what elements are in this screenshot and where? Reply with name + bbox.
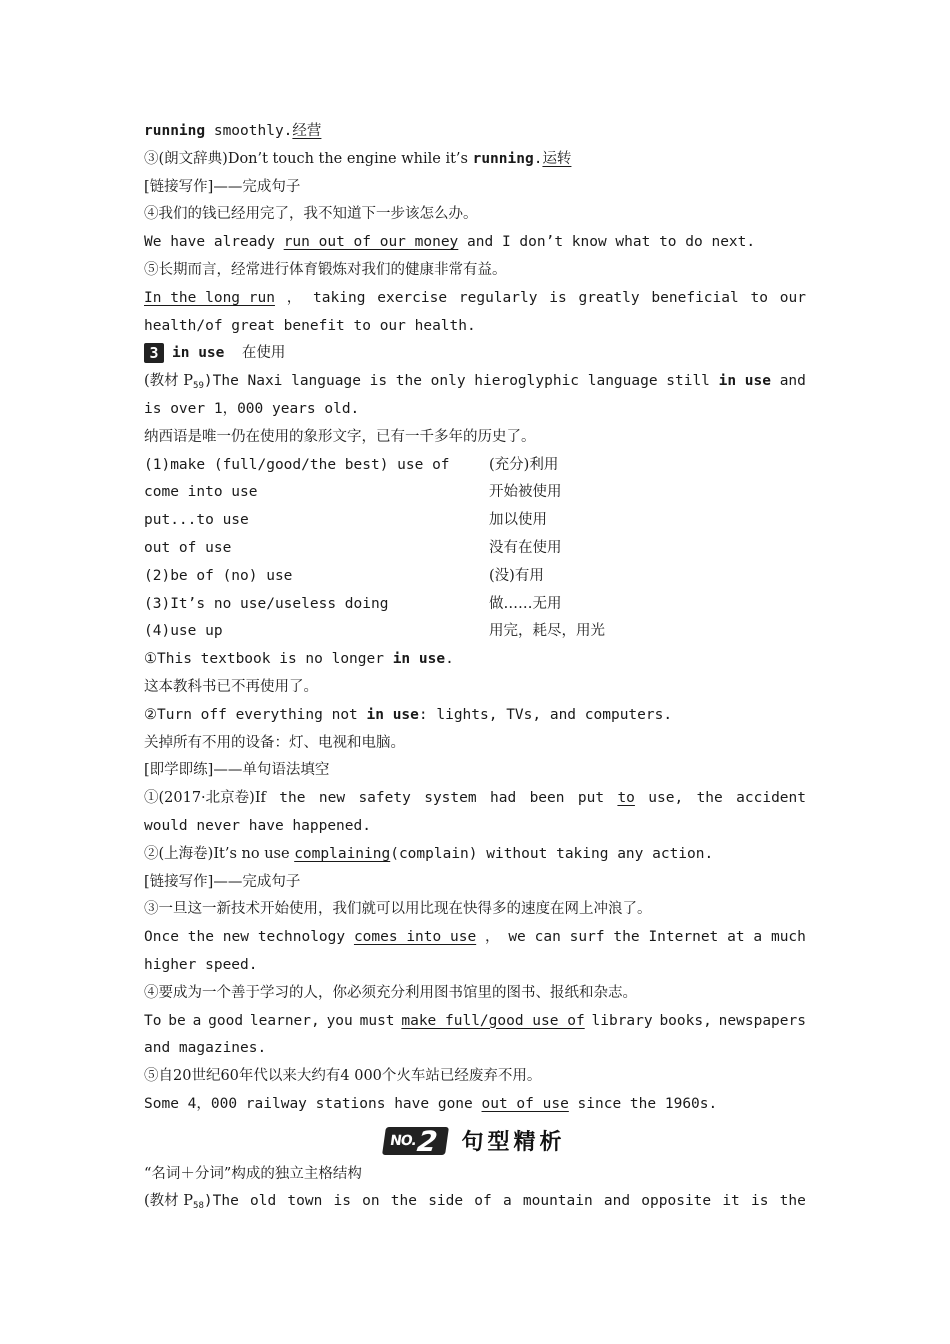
phrase-en: put...to use [144,512,249,529]
word: technology [257,929,346,946]
word: exercise [377,289,448,306]
answer-blank: comes into use [353,929,477,946]
text-line [144,229,806,257]
text-line-justified [144,285,806,313]
phrase-row [144,507,806,535]
answer-blank: 运转 [542,150,572,167]
text-span: since the 1960s. [568,1095,718,1112]
bold-keyword: in use [392,651,446,668]
word: and [779,373,806,390]
text-span: and I don’t know what to do next. [458,234,756,251]
section-number-badge-icon [382,1124,449,1158]
word: Once [144,929,179,946]
text-span: smoothly. [205,123,293,139]
text-span: ①This textbook is no longer [144,651,393,668]
phrase-cn: 没有在使用 [489,539,562,556]
chinese-sentence: ④我们的钱已经用完了，我不知道下一步该怎么办。 [144,206,478,223]
phrase-cn: (充分)利用 [489,456,559,473]
word: taking [313,289,366,306]
text-line: is over 1，000 years old. [144,400,360,417]
word: ， [485,929,500,946]
word: learner, [249,1012,320,1029]
text-line [144,702,806,730]
text-span: : lights, TVs, and computers. [418,706,673,723]
word: the [779,1193,806,1210]
phrase-en: (3)It’s no use/useless doing [144,595,389,612]
word: of [474,1193,492,1210]
answer-blank: run out of our money [283,234,459,251]
chinese-sentence: ⑤自20世纪60年代以来大约有4 000个火车站已经废弃不用。 [144,1068,542,1085]
word: the [395,373,422,390]
text-line [144,841,806,869]
phrase-en: come into use [144,484,258,501]
answer-blank: make full/good use of [401,1012,585,1029]
word: only [430,373,466,390]
word: on [362,1193,380,1210]
word: the [613,929,640,946]
phrase-row [144,535,806,563]
text-line-justified [144,368,806,396]
section-number: 2 [415,1124,440,1158]
word: language [291,373,361,390]
source-label: (教材 P [144,1193,194,1210]
text-span: (complain) without taking any action. [390,845,714,862]
word: it [722,1193,740,1210]
word: )The [203,373,239,390]
word: the [696,790,723,807]
word: opposite [641,1193,712,1210]
word: at [727,929,745,946]
word: much [770,929,806,946]
subheading: “名词＋分词”构成的独立主格结构 [144,1165,362,1182]
word: ， [286,289,302,306]
phrase-cn: (没)有用 [489,567,544,584]
text-line-justified [144,924,806,952]
word: a [192,1012,202,1029]
exercise-heading: [链接写作]——完成句子 [144,178,301,195]
word: must [359,1012,395,1029]
text-span: . [533,150,543,167]
phrase-en: (1)make (full/good/the best) use of [144,456,450,473]
word: can [534,929,561,946]
text-line [144,146,806,174]
word: beneficial [651,289,739,306]
word: Naxi [247,373,283,390]
chinese-sentence: ⑤长期而言，经常进行体育锻炼对我们的健康非常有益。 [144,261,507,278]
word: you [326,1012,353,1029]
word: new [318,790,346,807]
phrase-row [144,563,806,591]
word: the [279,790,306,807]
answer-blank: 经营 [292,123,322,139]
number-badge-icon: 3 [144,343,164,363]
word: safety [358,790,411,807]
word: language [587,373,658,390]
word: is [369,373,388,390]
phrase-row [144,618,806,646]
text-span: ②Turn off everything not [144,706,367,723]
chinese-sentence: 关掉所有不用的设备：灯、电视和电脑。 [144,734,405,751]
phrase-cn: 做……无用 [489,595,562,612]
word: Internet [648,929,719,946]
word: a [502,1193,512,1210]
text-span: ③(朗文辞典)Don’t touch the engine while it’s [144,150,473,167]
word: new [222,929,249,946]
page-subscript: 59 [193,381,204,392]
word: To [144,1012,162,1029]
phrase-cn: 加以使用 [489,512,547,529]
heading-translation: 在使用 [241,345,286,362]
phrase-row [144,591,806,619]
word: the [390,1193,417,1210]
section-title: 句型精析 [461,1130,566,1156]
word: our [779,289,806,306]
text-line [144,1091,806,1119]
heading-keyword: in use [172,345,225,362]
chinese-sentence: 纳西语是唯一仍在使用的象形文字，已有一千多年的历史了。 [144,428,536,445]
word: library [591,1012,653,1029]
word: be [168,1012,186,1029]
word: use, [648,790,684,807]
text-line [144,646,806,674]
no-label: NO. [389,1132,418,1149]
text-line: health/of great benefit to our health. [144,317,476,334]
phrase-cn: 开始被使用 [489,484,562,501]
text-span: . [445,651,454,668]
text-span: We have already [144,234,284,251]
word: accident [736,790,806,807]
word: is [750,1193,769,1210]
section-banner [144,1121,806,1161]
word: old [249,1193,277,1210]
phrase-row [144,479,806,507]
word: system [424,790,477,807]
word: mountain [522,1193,593,1210]
word: greatly [578,289,640,306]
word: side [428,1193,464,1210]
text-line-justified [144,1008,806,1036]
word: hieroglyphic [474,373,580,390]
chinese-sentence: 这本教科书已不再使用了。 [144,678,318,695]
text-line: would never have happened. [144,817,371,834]
word: still [666,373,710,390]
chinese-sentence: ③一旦这一新技术开始使用，我们就可以用比现在快得多的速度在网上冲浪了。 [144,901,652,918]
word: been [529,790,565,807]
word: and [603,1193,631,1210]
word: we [508,929,526,946]
word: the [187,929,214,946]
source-label: (教材 P [144,373,194,390]
chinese-sentence: ④要成为一个善于学习的人，你必须充分利用图书馆里的图书、报纸和杂志。 [144,984,637,1001]
word: books, [659,1012,712,1029]
section-heading [144,340,806,368]
bold-keyword: running [144,123,206,139]
word: regularly [458,289,538,306]
word: put [577,790,605,807]
word: to [750,289,768,306]
exercise-heading: [链接写作]——完成句子 [144,873,301,890]
phrase-row [144,452,806,480]
word: newspapers [718,1012,806,1029]
bold-keyword: in use [366,706,419,723]
answer-blank: out of use [481,1095,569,1112]
answer-blank: complaining [294,845,391,862]
bold-keyword: in use [718,373,771,390]
phrase-cn: 用完，耗尽，用光 [489,623,605,640]
text-line-justified [144,785,806,813]
word: ①(2017·北京卷)If [144,790,266,807]
word: surf [569,929,605,946]
text-line: higher speed. [144,956,258,973]
answer-blank: In the long run [144,289,275,306]
word: good [208,1012,244,1029]
text-line: and magazines. [144,1040,267,1057]
word: had [489,790,517,807]
page-subscript: 58 [193,1201,204,1212]
word: )The [203,1193,239,1210]
answer-blank: to [617,790,635,807]
phrase-en: (2)be of (no) use [144,567,293,584]
text-line [144,118,806,146]
word: a [753,929,763,946]
text-span: ②(上海卷)It’s no use [144,845,295,862]
text-span: Some 4，000 railway stations have gone [144,1095,482,1112]
exercise-heading: [即学即练]——单句语法填空 [144,762,330,779]
document-page [144,118,806,1216]
word: is [333,1193,351,1210]
word: town [287,1193,323,1210]
phrase-en: (4)use up [144,623,223,640]
word: is [549,289,567,306]
bold-keyword: running [472,150,534,167]
phrase-en: out of use [144,539,232,556]
text-line-justified [144,1188,806,1216]
